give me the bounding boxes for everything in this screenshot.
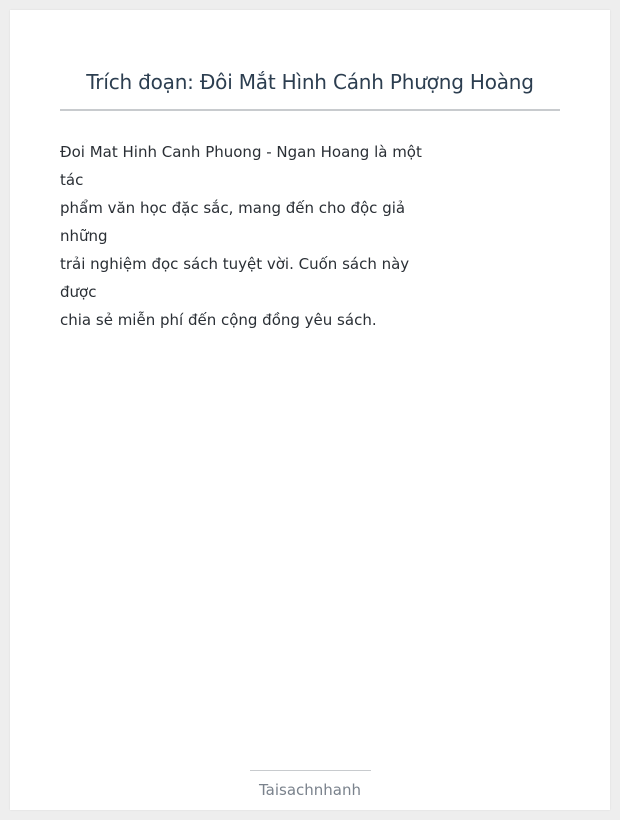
body-line: tác — [60, 171, 84, 189]
footer-brand: Taisachnhanh — [258, 781, 362, 799]
body-line: phẩm văn học đặc sắc, mang đến cho độc giả — [60, 199, 406, 217]
body-paragraph — [60, 138, 420, 334]
body-line: được — [60, 283, 97, 301]
page-title: Trích đoạn: Đôi Mắt Hình Cánh Phượng Hoàng — [86, 70, 534, 94]
title-divider — [60, 109, 560, 111]
body-line: Đoi Mat Hinh Canh Phuong - Ngan Hoang là một — [60, 143, 422, 161]
body-line: những — [60, 227, 108, 245]
document-page — [10, 10, 610, 810]
body-line: chia sẻ miễn phí đến cộng đồng yêu sách. — [60, 311, 377, 329]
footer-divider — [250, 770, 371, 771]
body-line: trải nghiệm đọc sách tuyệt vời. Cuốn sách này — [60, 255, 410, 273]
